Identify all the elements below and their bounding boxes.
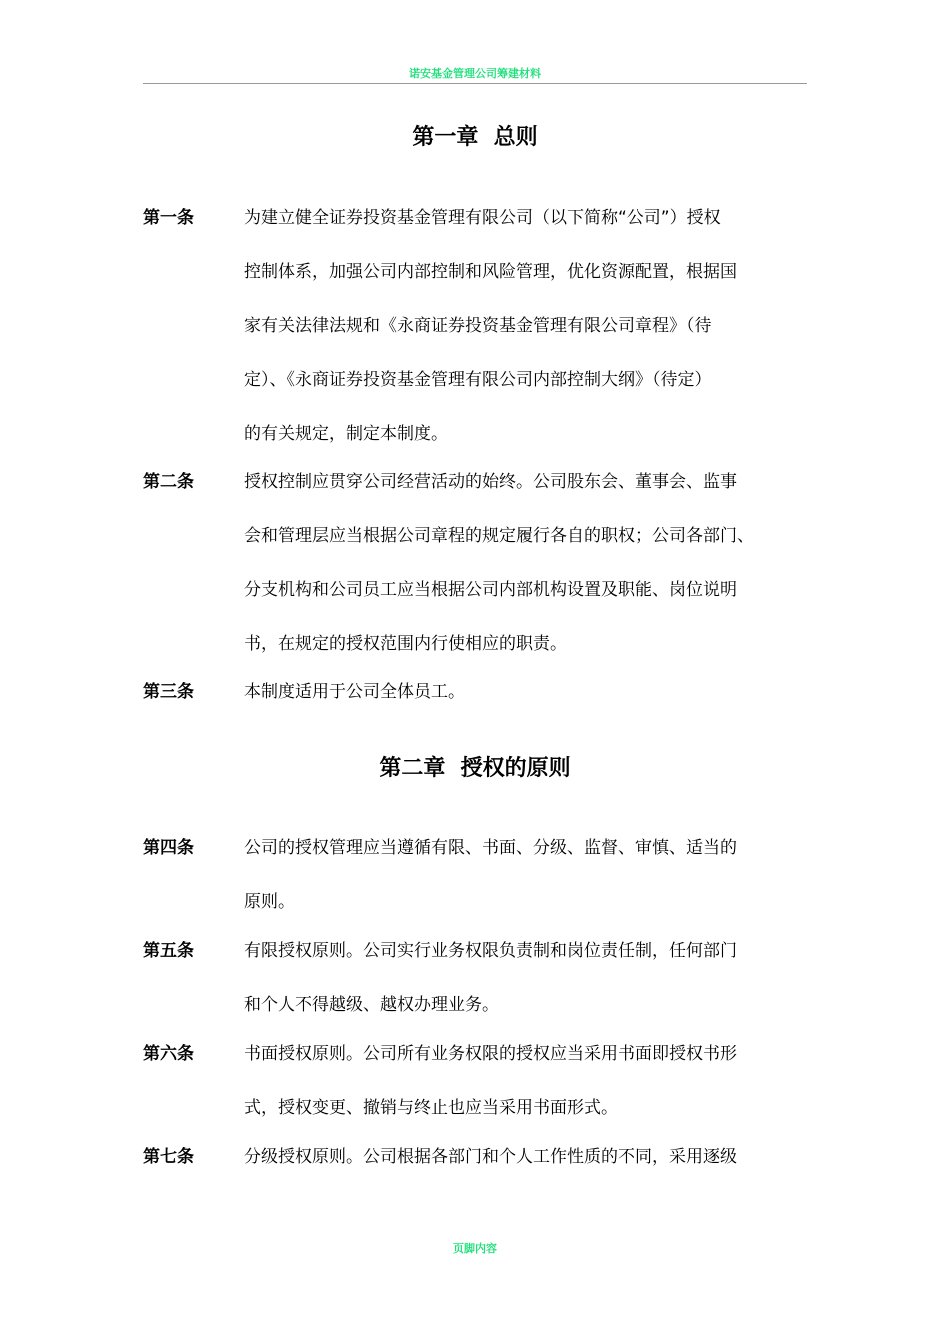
article-body	[244, 1142, 822, 1172]
article-line: 原则。	[244, 892, 295, 912]
article-body	[244, 677, 822, 707]
article-body	[244, 203, 822, 449]
article-label: 第一条	[143, 208, 194, 228]
chapter-title: 第二章 授权的原则	[379, 756, 571, 781]
article-line: 分支机构和公司员工应当根据公司内部机构设置及职能、岗位说明	[244, 580, 737, 600]
article-body	[244, 936, 822, 1020]
article-line: 控制体系，加强公司内部控制和风险管理，优化资源配置，根据国	[244, 262, 737, 282]
article-body	[244, 1039, 822, 1123]
article-line: 定）、《永商证券投资基金管理有限公司内部控制大纲》（待定）	[244, 370, 712, 390]
article-line: 授权控制应贯穿公司经营活动的始终。公司股东会、董事会、监事	[244, 472, 737, 492]
article-body	[244, 833, 822, 917]
article-line: 公司的授权管理应当遵循有限、书面、分级、监督、审慎、适当的	[244, 838, 737, 858]
article-label: 第三条	[143, 682, 194, 702]
article-label: 第六条	[143, 1044, 194, 1064]
article-line: 会和管理层应当根据公司章程的规定履行各自的职权；公司各部门、	[244, 526, 754, 546]
article-label: 第五条	[143, 941, 194, 961]
page-footer: 页脚内容	[453, 1242, 497, 1255]
article-line: 分级授权原则。公司根据各部门和个人工作性质的不同，采用逐级	[244, 1147, 737, 1167]
article-line: 本制度适用于公司全体员工。	[244, 682, 465, 702]
article-line: 家有关法律法规和《永商证券投资基金管理有限公司章程》（待	[244, 316, 712, 336]
article-label: 第四条	[143, 838, 194, 858]
article-label: 第七条	[143, 1147, 194, 1167]
article-line: 书，在规定的授权范围内行使相应的职责。	[244, 634, 567, 654]
page-header: 诺安基金管理公司筹建材料	[143, 66, 807, 84]
article-line: 式，授权变更、撤销与终止也应当采用书面形式。	[244, 1098, 618, 1118]
article-line: 和个人不得越级、越权办理业务。	[244, 995, 499, 1015]
article-label: 第二条	[143, 472, 194, 492]
article-line: 书面授权原则。公司所有业务权限的授权应当采用书面即授权书形	[244, 1044, 737, 1064]
article-line: 为建立健全证券投资基金管理有限公司（以下简称“公司”）授权	[244, 208, 721, 228]
article-line: 的有关规定，制定本制度。	[244, 424, 448, 444]
chapter-title: 第一章 总则	[412, 125, 538, 150]
article-body	[244, 467, 822, 659]
article-line: 有限授权原则。公司实行业务权限负责制和岗位责任制，任何部门	[244, 941, 737, 961]
